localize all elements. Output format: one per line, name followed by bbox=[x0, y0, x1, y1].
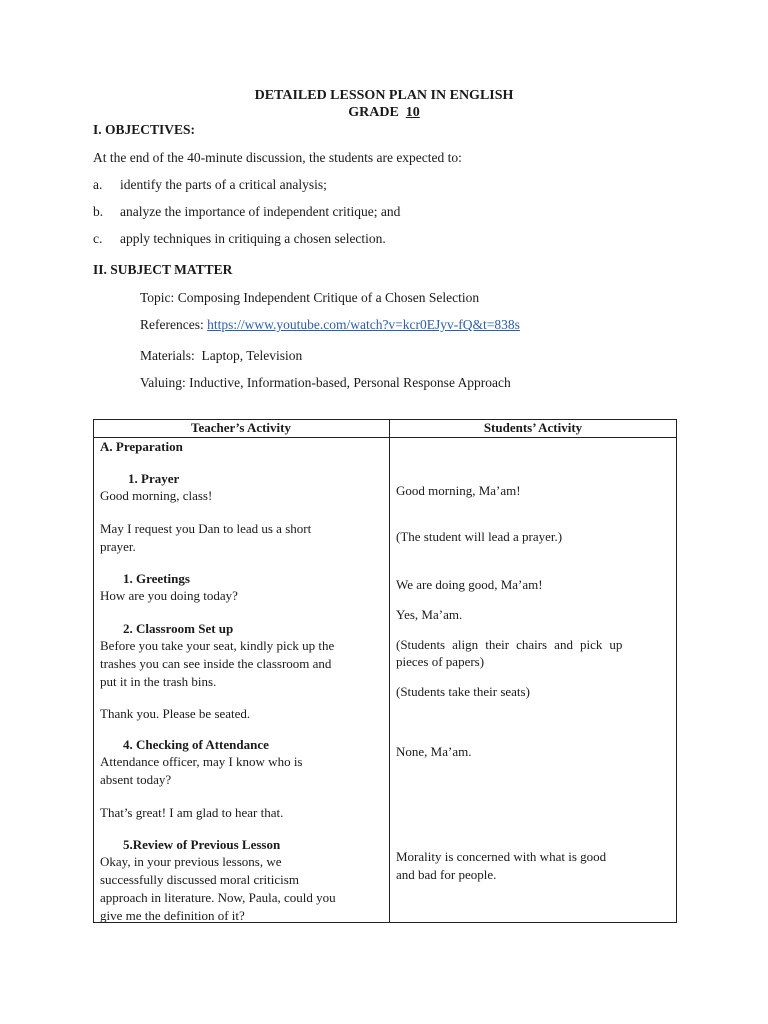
students-morality-line-1: Morality is concerned with what is good bbox=[396, 849, 607, 864]
students-activity-header: Students’ Activity bbox=[483, 420, 583, 435]
document-title: DETAILED LESSON PLAN IN ENGLISH bbox=[254, 88, 514, 103]
topic-line bbox=[140, 290, 479, 306]
objectives-heading: I. OBJECTIVES: bbox=[93, 122, 196, 137]
review-line-1: Okay, in your previous lessons, we bbox=[100, 854, 282, 869]
references-label: References: bbox=[140, 317, 204, 332]
students-align-justified bbox=[396, 636, 668, 654]
grade-label: GRADE bbox=[348, 105, 399, 120]
attendance-heading: 4. Checking of Attendance bbox=[123, 737, 269, 752]
attendance-line-2: absent today? bbox=[100, 772, 172, 787]
students-align-text: (Students align their chairs and pick up bbox=[396, 637, 623, 652]
students-lead-prayer: (The student will lead a prayer.) bbox=[396, 529, 563, 544]
grade-line bbox=[0, 105, 768, 121]
objective-item-c: apply techniques in critiquing a chosen selection. bbox=[120, 231, 386, 246]
classroom-setup-heading: 2. Classroom Set up bbox=[123, 621, 234, 636]
classroom-setup-line-3: put it in the trash bins. bbox=[100, 674, 217, 689]
students-morality-line-2: and bad for people. bbox=[396, 867, 497, 882]
objective-item-b: analyze the importance of independent critique; and bbox=[120, 204, 401, 219]
students-align-line-2: pieces of papers) bbox=[396, 654, 485, 669]
objectives-intro: At the end of the 40-minute discussion, the students are expected to: bbox=[93, 150, 462, 165]
valuing-label: Valuing: bbox=[140, 375, 186, 390]
greetings-heading: 1. Greetings bbox=[123, 571, 190, 586]
objective-item-a: identify the parts of a critical analysis; bbox=[120, 177, 327, 192]
students-doing-good: We are doing good, Ma’am! bbox=[396, 577, 543, 592]
materials-line bbox=[140, 348, 302, 364]
students-take-seats: (Students take their seats) bbox=[396, 684, 530, 699]
preparation-heading: A. Preparation bbox=[100, 439, 183, 454]
review-line-2: successfully discussed moral criticism bbox=[100, 872, 299, 887]
teacher-activity-header: Teacher’s Activity bbox=[190, 420, 291, 435]
attendance-line-1: Attendance officer, may I know who is bbox=[100, 754, 303, 769]
classroom-setup-line-2: trashes you can see inside the classroom and bbox=[100, 656, 332, 671]
objective-marker-b: b. bbox=[93, 204, 104, 219]
references-link[interactable]: https://www.youtube.com/watch?v=kcr0EJyv-fQ&t=838s bbox=[207, 317, 520, 332]
objective-marker-c: c. bbox=[93, 231, 103, 246]
students-none: None, Ma’am. bbox=[396, 744, 472, 759]
review-line-4: give me the definition of it? bbox=[100, 908, 245, 923]
greetings-question: How are you doing today? bbox=[100, 588, 238, 603]
grade-value: 10 bbox=[405, 105, 420, 120]
table-column-divider bbox=[389, 419, 390, 923]
references-line bbox=[140, 317, 520, 333]
objective-marker-a: a. bbox=[93, 177, 103, 192]
students-good-morning: Good morning, Ma’am! bbox=[396, 483, 521, 498]
students-align-line-1 bbox=[396, 636, 668, 654]
valuing-line bbox=[140, 375, 511, 391]
prayer-greeting: Good morning, class! bbox=[100, 488, 213, 503]
thank-you-line: Thank you. Please be seated. bbox=[100, 706, 251, 721]
topic-value: Composing Independent Critique of a Chosen Selection bbox=[177, 290, 480, 305]
materials-label: Materials: bbox=[140, 348, 195, 363]
prayer-request-line-2: prayer. bbox=[100, 539, 136, 554]
students-yes: Yes, Ma’am. bbox=[396, 607, 463, 622]
materials-value: Laptop, Television bbox=[201, 348, 303, 363]
prayer-request-line-1: May I request you Dan to lead us a short bbox=[100, 521, 312, 536]
review-heading: 5.Review of Previous Lesson bbox=[123, 837, 281, 852]
prayer-heading: 1. Prayer bbox=[128, 471, 180, 486]
topic-label: Topic: bbox=[140, 290, 175, 305]
subject-matter-heading: II. SUBJECT MATTER bbox=[93, 262, 233, 277]
review-line-3: approach in literature. Now, Paula, could you bbox=[100, 890, 336, 905]
valuing-value: Inductive, Information-based, Personal Response Approach bbox=[189, 375, 511, 390]
classroom-setup-line-1: Before you take your seat, kindly pick up the bbox=[100, 638, 335, 653]
glad-line: That’s great! I am glad to hear that. bbox=[100, 805, 284, 820]
